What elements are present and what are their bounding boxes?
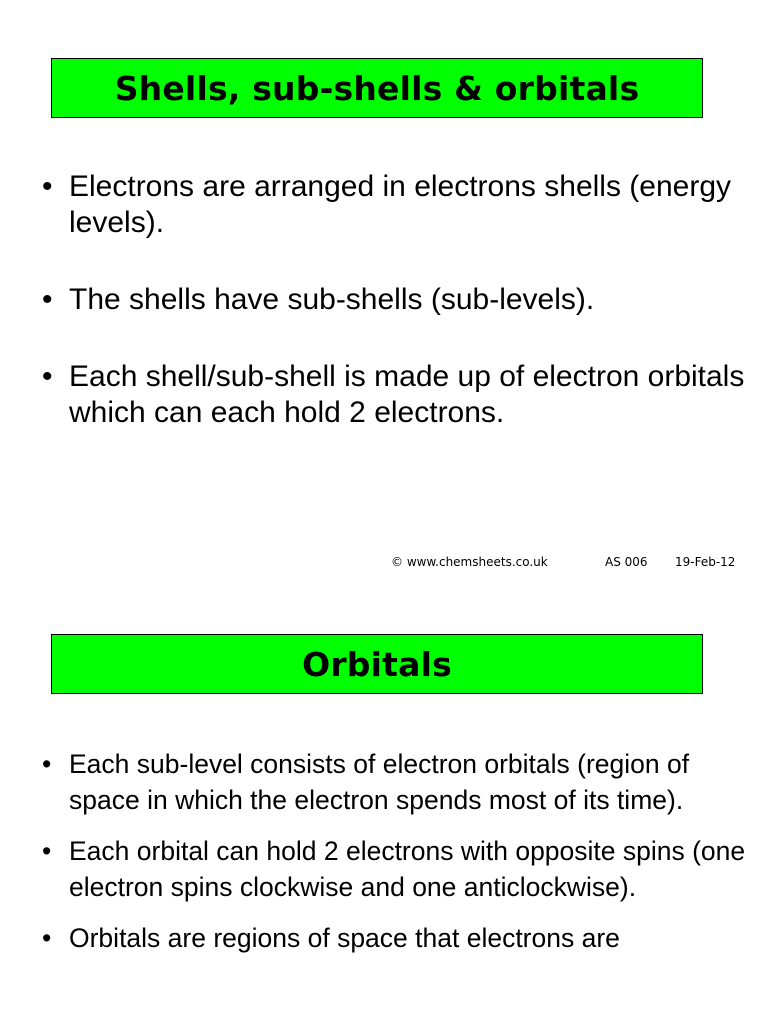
bullet-text: Each orbital can hold 2 electrons with opposite spins (one electron spins clockwise and one anticlockwise). — [69, 836, 746, 902]
bullet-dot: • — [42, 170, 53, 203]
slide1-bullet-1 — [42, 169, 752, 241]
slide2-bullet-3 — [42, 920, 752, 956]
bullet-dot: • — [42, 836, 52, 866]
slide1-bullet-2 — [42, 282, 752, 318]
bullet-dot: • — [42, 749, 52, 779]
slide1-title: Shells, sub-shells & orbitals — [114, 68, 640, 108]
slide2-bullet-2 — [42, 833, 752, 905]
slide2-bullet-1 — [42, 746, 752, 818]
bullet-text: Electrons are arranged in electrons shells (energy levels). — [69, 170, 732, 239]
slide-footer — [0, 555, 768, 573]
bullet-text: The shells have sub-shells (sub-levels). — [69, 283, 595, 316]
slide2-title-banner — [51, 634, 703, 694]
bullet-dot: • — [42, 360, 53, 393]
slide2-title: Orbitals — [302, 644, 452, 684]
bullet-dot: • — [42, 283, 53, 316]
footer-code: AS 006 — [605, 555, 648, 569]
bullet-text: Each sub-level consists of electron orbitals (region of space in which the electron spends most of its time). — [69, 749, 690, 815]
bullet-text: Each shell/sub-shell is made up of electron orbitals which can each hold 2 electrons. — [69, 360, 745, 429]
bullet-dot: • — [42, 923, 52, 953]
slide1-bullet-3 — [42, 359, 752, 431]
slide1-title-banner — [51, 58, 703, 118]
footer-date: 19-Feb-12 — [675, 555, 736, 569]
slide1-bullet-list — [42, 169, 752, 472]
slide2-bullet-list — [42, 746, 752, 971]
bullet-text: Orbitals are regions of space that electrons are — [69, 923, 620, 953]
footer-copyright: © www.chemsheets.co.uk — [391, 555, 548, 569]
